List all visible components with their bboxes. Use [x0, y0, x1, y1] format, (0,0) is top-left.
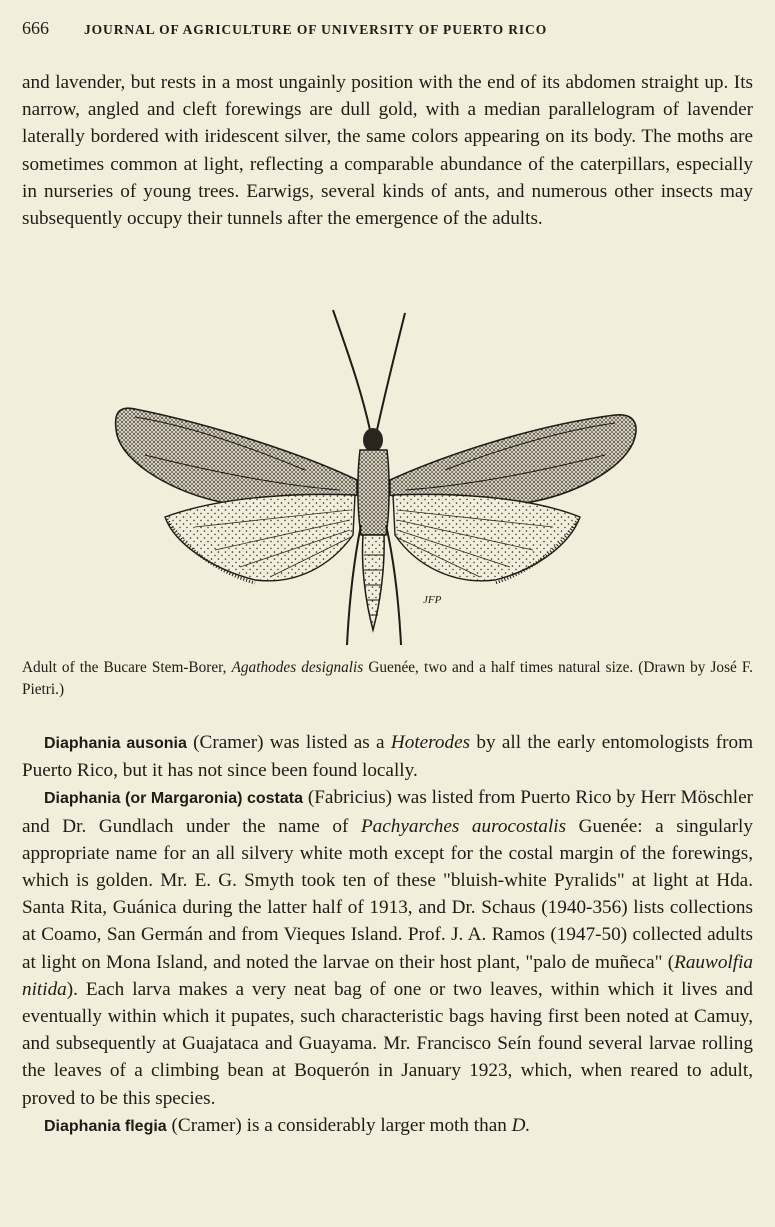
- entry-diaphania-costata: Diaphania (or Margaronia) costata (Fabricius) was listed from Puerto Rico by Herr Möschler and Dr. Gundlach under the name of Pachyarches aurocostalis Guenée: a singularly appropriate name for an all silvery white moth except for the costal margin of the forewings, which is golden. Mr. E. G. Smyth took ten of these "bluish-white Pyralids" at light at Hda. Santa Rita, Guánica during the latter half of 1913, and Dr. Schaus (1940-356) lists collections at Coamo, San Germán and from Vieques Island. Prof. J. A. Ramos (1947-50) collected adults at light on Mona Island, and noted the larvae on their host plant, "palo de muñeca" (Rauwolfia nitida). Each larva makes a very neat bag of one or two leaves, within which it lives and eventually within which it pupates, such characteristic bags having first been noted at Camuy, and subsequently at Guajataca and Guayama. Mr. Francisco Seín found several larvae rolling the leaves of a climbing bean at Boquerón in January 1923, which, when reared to adult, proved to be this species.: [22, 787, 753, 1109]
- species-name: Diaphania flegia: [44, 1117, 167, 1135]
- species-entries: [22, 729, 753, 1140]
- left-antenna: [333, 310, 370, 430]
- artist-initials: JFP: [423, 594, 442, 606]
- caption-suffix: Guenée, two and a half times natural size. (Drawn by José F. Pietri.): [22, 659, 754, 698]
- moth-drawing: [105, 305, 650, 653]
- page-number: 666: [22, 18, 49, 38]
- species-name: Diaphania ausonia: [44, 735, 187, 752]
- figure-caption: [22, 657, 753, 701]
- lead-paragraph: [22, 69, 753, 232]
- right-antenna: [377, 313, 405, 430]
- right-forewing: [390, 415, 636, 506]
- right-leg: [386, 525, 401, 645]
- moth-abdomen: [362, 535, 384, 630]
- caption-taxon: Agathodes designalis: [231, 659, 364, 676]
- entry-diaphania-ausonia: Diaphania ausonia (Cramer) was listed as a Hoterodes by all the early entomologists from Puerto Rico, but it has not since been found locally.: [22, 732, 753, 782]
- moth-illustration: [105, 305, 650, 653]
- species-name: Diaphania (or Margaronia) costata: [44, 790, 303, 808]
- running-header: [22, 18, 753, 44]
- left-leg: [347, 525, 361, 645]
- entry-diaphania-flegia: Diaphania flegia (Cramer) is a considerably larger moth than D.: [44, 1114, 531, 1136]
- journal-title: JOURNAL OF AGRICULTURE OF UNIVERSITY OF PUERTO RICO: [84, 22, 548, 37]
- caption-prefix: Adult of the Bucare Stem-Borer,: [22, 659, 232, 676]
- moth-head: [363, 428, 383, 452]
- lead-paragraph-text: and lavender, but rests in a most ungainly position with the end of its abdomen straight up. Its narrow, angled and cleft forewings are dull gold, with a median parallelogram of lavender laterally bordered with iridescent silver, the same colors appearing on its body. The moths are sometimes common at light, reflecting a comparable abundance of the caterpillars, especially in nurseries of young trees. Earwigs, several kinds of ants, and numerous other insects may subsequently occupy their tunnels after the emergence of the adults.: [22, 72, 753, 230]
- moth-thorax: [358, 450, 389, 535]
